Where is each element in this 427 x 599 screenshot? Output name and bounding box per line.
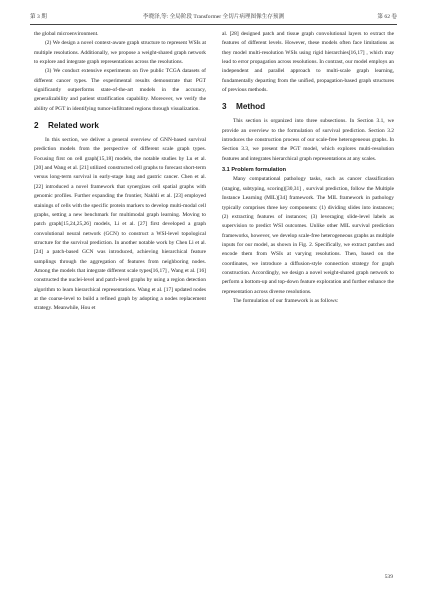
page-number: 539 [384, 574, 393, 580]
running-header [30, 12, 397, 24]
formulation-lead-in: The formulation of our framework is as follows: [233, 297, 339, 304]
section-number: 2 [34, 121, 39, 131]
section-heading-related-work [34, 120, 206, 132]
volume-label: 第 62 卷 [377, 14, 397, 20]
section-number: 3 [222, 102, 227, 112]
related-work-tail: al. [28] designed patch and tissue graph convolutional layers to extract the features of different levels. However, these models often face limitations as they model multi-resolution WSIs using rigid hierarchies[16,17] , which may lead to error propagation across resolutions. In contrast, our model employs an independent and parallel approach to multi-scale graph learning, fundamentally departing from the unified, propagation-based graph structures of previous methods. [222, 31, 394, 94]
right-column [222, 30, 394, 306]
left-column [34, 30, 206, 314]
contribution-2: (2) We design a novel context-aware graph structure to represent WSIs at multiple resolutions. Additionally, we propose a weight-shared graph network to explore and integrate graph representations across the resolutions. [34, 40, 206, 66]
issue-label: 第 3 期 [30, 14, 47, 20]
running-title: 李晓泽,等: 全局阶段 Transformer 全切片病理图像生存预测 [142, 14, 285, 20]
section-title: Related work [48, 121, 99, 131]
contribution-3: (3) We conduct extensive experiments on five public TCGA datasets of different cancer types. The experimental results demonstrate that PGT significantly outperforms state-of-the-art models in the accuracy, generalizability and patient stratification capability. Moreover, we verify the ability of PGT in identifying tumor-infiltrated regions through visualization. [34, 68, 206, 112]
problem-formulation-paragraph: Many computational pathology tasks, such as cancer classification (staging, subtyping, scoring)[30,31] , survival prediction, follow the Multiple Instance Learning (MIL)[34] framework. The MIL framework in pathology typically comprises three key components: (1) dividing slides into instances; (2) extracting features of instances; (3) leveraging slide-level labels as supervision to predict WSI outcomes. Unlike other MIL survival prediction frameworks, however, we develop scale-free heterogeneous graphs as multiple inputs for our model, as shown in Fig. 2. Specifically, we extract patches and encode them from WSIs at varying resolutions. Then, based on the coordinates, we introduce a diffusion-style connection strategy for graph construction. Accordingly, we design a novel weight-shared graph network to perform a bottom-up and top-down feature exploration and further enhance the representation across diverse resolutions. [222, 176, 394, 295]
header-rule [30, 24, 397, 25]
related-work-paragraph: In this section, we deliver a general overview of GNN-based survival prediction models from the perspective of different scale graph types. Focusing first on cell graph[15,18] models, the notable studies by Lu et al. [20] and Wang et al. [21] utilized constructed cell graphs to forecast short-term versus long-term survival in early-stage lung and gastric cancer. Chen et al. [22] introduced a novel framework that synergizes cell spatial graphs with genomic profiles. Further expanding the frontier, Nakhli et al. [23] employed stainings of cells with the specific protein markers to develop multi-modal cell graphs, setting a new benchmark for multimodal graph learning. Moving to patch graph[15,24,25,26] models, Li et al. [27] first developed a graph convolutional neural network (GCN) to construct a WSI-level topological structure for the survival prediction. In another notable work by Chen Li et al. [24] a patch-based GCN was introduced, achieving hierarchical feature samplings through the aggregation of features from neighboring nodes. Among the models that integrate different scale types[16,17] , Wang et al. [16] constructed the nuclei-level and patch-level graphs by using a region detection algorithm to learn hierarchical representations. Wang et al. [17] updated nodes at the coarse-level to build a refined graph by adopting a nodes replacement strategy. Meanwhile, Hou et [34, 137, 206, 312]
intro-tail: the global microenvironment. [34, 31, 99, 37]
method-intro-paragraph: This section is organized into three subsections. In Section 3.1, we provide an overview to the formulation of survival prediction. Section 3.2 introduces the construction process of our scale-free heterogeneous graphs. In Section 3.3, we present the PGT model, which explores multi-resolution features and integrates hierarchical graph representations at any scales. [222, 118, 394, 162]
section-heading-method [222, 101, 394, 113]
section-title: Method [236, 102, 266, 112]
subsection-heading-problem-formulation: 3.1 Problem formulation [222, 167, 287, 174]
